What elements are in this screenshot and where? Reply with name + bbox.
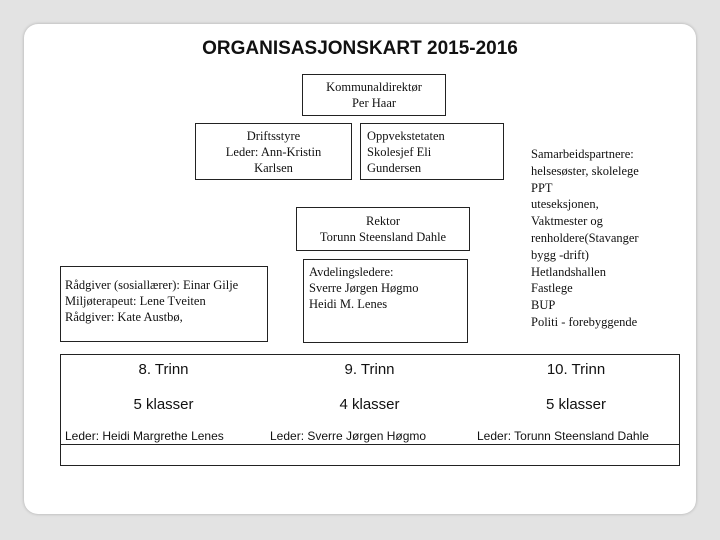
- rektor-name: Torunn Steensland Dahle: [319, 230, 447, 244]
- trinn-name: 9. Trinn: [344, 361, 395, 378]
- radgiver-box: [60, 266, 268, 342]
- oppvekstetaten-skolesjef: Skolesjef Eli: [367, 145, 432, 159]
- radgiver-sosiallaerer: Rådgiver (sosiallærer): Einar Gilje: [65, 278, 239, 292]
- avdelingsledere-title: Avdelingsledere:: [309, 265, 394, 279]
- partner-item: renholdere(Stavanger: [531, 230, 639, 245]
- driftsstyre-box: [195, 123, 352, 180]
- partner-item: helsesøster, skolelege: [531, 163, 639, 178]
- trinn-cell-9: [266, 355, 473, 444]
- trinn-cell-10: [473, 355, 679, 444]
- partner-item: BUP: [531, 298, 556, 313]
- table-row-divider: [61, 444, 679, 445]
- driftsstyre-leader: Leder: Ann-Kristin: [225, 145, 322, 159]
- miljoterapeut: Miljøterapeut: Lene Tveiten: [65, 294, 206, 308]
- rektor-title: Rektor: [365, 214, 401, 228]
- trinn-leder: Leder: Sverre Jørgen Høgmo: [270, 429, 427, 443]
- partner-item: uteseksjonen,: [531, 197, 599, 212]
- radgiver-kate: Rådgiver: Kate Austbø,: [65, 310, 183, 324]
- samarbeidspartnere-list: [531, 146, 639, 331]
- oppvekstetaten-box: [360, 123, 504, 180]
- kommunaldirektor-role: Kommunaldirektør: [326, 80, 422, 94]
- trinn-klasser: 5 klasser: [133, 396, 194, 413]
- samarbeidspartnere-heading: Samarbeidspartnere:: [531, 147, 634, 161]
- partner-item: Hetlandshallen: [531, 264, 606, 279]
- trinn-leder: Leder: Heidi Margrethe Lenes: [65, 429, 224, 443]
- trinn-leder: Leder: Torunn Steensland Dahle: [477, 429, 649, 443]
- trinn-table: [60, 354, 680, 466]
- oppvekstetaten-title: Oppvekstetaten: [367, 129, 445, 143]
- rektor-box: [296, 207, 470, 251]
- kommunaldirektor-name: Per Haar: [351, 96, 397, 110]
- partner-item: Vaktmester og: [531, 214, 603, 229]
- trinn-cell-8: [61, 355, 266, 444]
- trinn-klasser: 5 klasser: [545, 396, 607, 413]
- partner-item: Politi - forebyggende: [531, 314, 638, 329]
- avdelingsleder-2: Heidi M. Lenes: [309, 297, 388, 311]
- kommunaldirektor-box: [302, 74, 446, 116]
- oppvekstetaten-skolesjef-surname: Gundersen: [367, 161, 422, 175]
- driftsstyre-title: Driftsstyre: [246, 129, 301, 143]
- trinn-klasser: 4 klasser: [339, 396, 400, 413]
- avdelingsledere-box: [303, 259, 468, 343]
- trinn-name: 8. Trinn: [138, 361, 189, 378]
- partner-item: bygg -drift): [531, 247, 589, 262]
- partner-item: PPT: [531, 180, 553, 195]
- partner-item: Fastlege: [531, 281, 573, 296]
- page-title: ORGANISASJONSKART 2015-2016: [202, 38, 518, 59]
- avdelingsleder-1: Sverre Jørgen Høgmo: [309, 281, 419, 295]
- trinn-name: 10. Trinn: [546, 361, 606, 378]
- driftsstyre-leader-surname: Karlsen: [254, 161, 293, 175]
